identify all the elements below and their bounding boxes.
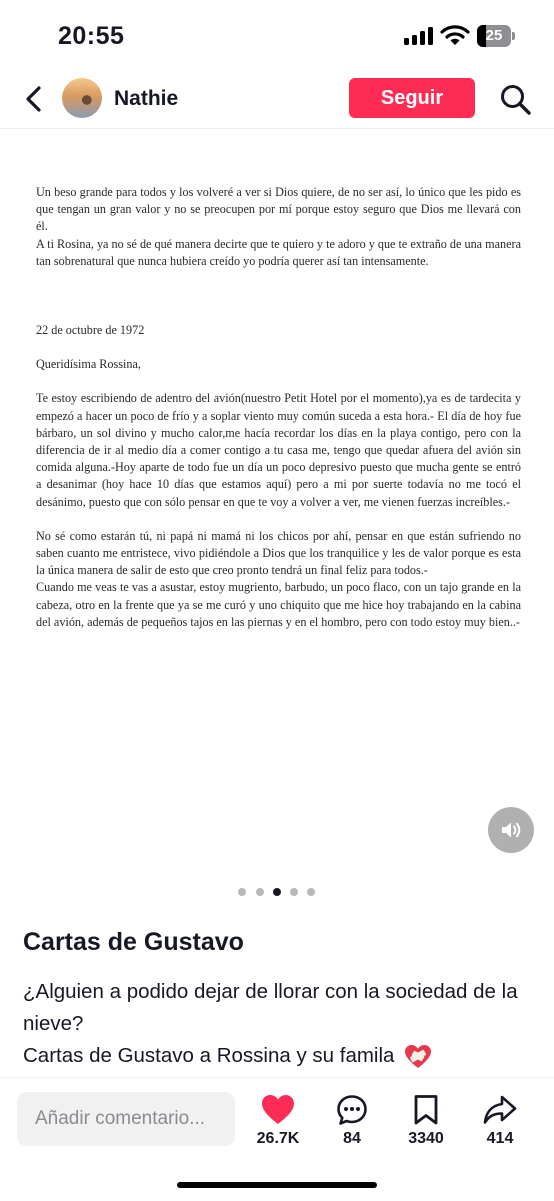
letter-paragraph: Te estoy escribiendo de adentro del avión(nuestro Petit Hotel por el momento),ya es de tardecita y empezó a hacer un poco de frío y a soplar viento muy común suceda a esta hora.- El día de hoy fue bárbaro, un sol divino y mucho calor,me hacía recordar los días en la playa contigo, pero con la diferencia de ir al medio día a comer contigo a tu casa me, tengo que quedar afuera del avión sin comida alguna.-Hoy aparte de todo fue un día un poco depresivo puesto que mucha gente se entró a desanimar (hoy hace 10 días que estamos aquí) pero a mi por suerte todavía no me tocó el desánimo, puesto que con sólo pensar en que te voy a volver a ver, me vienen fuerzas increíbles.-	[36, 391, 521, 509]
wifi-icon	[440, 24, 470, 46]
caption-line: Cartas de Gustavo a Rossina y su famila	[23, 1044, 395, 1067]
letter-rosina-line: A ti Rosina, ya no sé de qué manera decirte que te quiero y te adoro y que te extraño de una manera tan sobrenatural que nunca hubiera creído yo podría querer así tan intensamente.	[36, 236, 521, 268]
letter-paragraph: Cuando me veas te vas a asustar, estoy mugriento, barbudo, un poco flaco, con un tajo grande en la cabeza, otro en la frente que ya se me curó y uno chiquito que me hice hoy trabajando en la cabina del avión, además de pequeños tajos en las piernas y en el hombro, pero con todo estoy muy bien..-	[36, 580, 521, 629]
heart-icon	[261, 1094, 295, 1126]
save-button[interactable]	[396, 1094, 456, 1148]
carousel-dot[interactable]	[307, 888, 315, 896]
chevron-left-icon[interactable]	[18, 82, 52, 116]
carousel-dot[interactable]	[290, 888, 298, 896]
avatar[interactable]	[62, 78, 102, 118]
bottom-action-bar	[0, 1077, 554, 1201]
post-title: Cartas de Gustavo	[23, 928, 244, 956]
mending-heart-icon	[404, 1044, 432, 1070]
like-count: 26.7K	[256, 1130, 300, 1147]
like-button[interactable]	[248, 1094, 308, 1148]
share-count: 414	[486, 1130, 514, 1147]
battery-icon	[477, 25, 515, 47]
battery-level: 25	[485, 27, 503, 44]
share-icon	[483, 1094, 517, 1126]
status-time: 20:55	[58, 22, 125, 50]
post-caption	[23, 976, 533, 1072]
carousel-dot[interactable]	[238, 888, 246, 896]
letter-intro: Un beso grande para todos y los volveré a ver si Dios quiere, de no ser así, lo único que les pido es que tengan un gran valor y no se preocupen por mí porque estoy seguro que Dios me llevará con él.	[36, 185, 521, 234]
letter-greeting: Queridísima Rossina,	[36, 357, 141, 372]
carousel-dot[interactable]	[256, 888, 264, 896]
letter-image	[36, 184, 521, 631]
cellular-signal-icon	[404, 27, 434, 45]
status-bar	[0, 0, 554, 72]
bookmark-icon	[412, 1094, 440, 1126]
profile-header	[0, 72, 554, 129]
caption-line: ¿Alguien a podido dejar de llorar con la sociedad de la nieve?	[23, 980, 518, 1035]
comment-input[interactable]	[17, 1092, 235, 1146]
comment-count: 84	[343, 1130, 361, 1147]
caption-line-wrap	[23, 1040, 533, 1072]
home-indicator	[177, 1182, 377, 1188]
comment-button[interactable]	[322, 1094, 382, 1148]
save-count: 3340	[408, 1130, 444, 1147]
share-button[interactable]	[470, 1094, 530, 1148]
letter-date: 22 de octubre de 1972	[36, 323, 145, 338]
sound-toggle-button[interactable]	[488, 807, 534, 853]
username[interactable]: Nathie	[114, 87, 179, 110]
comment-icon	[336, 1094, 368, 1126]
carousel-dot[interactable]	[273, 888, 281, 896]
speaker-icon	[499, 818, 523, 842]
search-icon[interactable]	[498, 82, 532, 116]
letter-paragraph: No sé como estarán tú, ni papá ni mamá ni los chicos por ahí, pensar en que están sufriendo no saben cuanto me entristece, vivo pidiéndole a Dios que los tranquilice y les de valor porque es esta la única manera de salir de esto que creo pronto tendrá un final feliz para todos.-	[36, 528, 521, 578]
follow-button[interactable]: Seguir	[349, 78, 475, 118]
